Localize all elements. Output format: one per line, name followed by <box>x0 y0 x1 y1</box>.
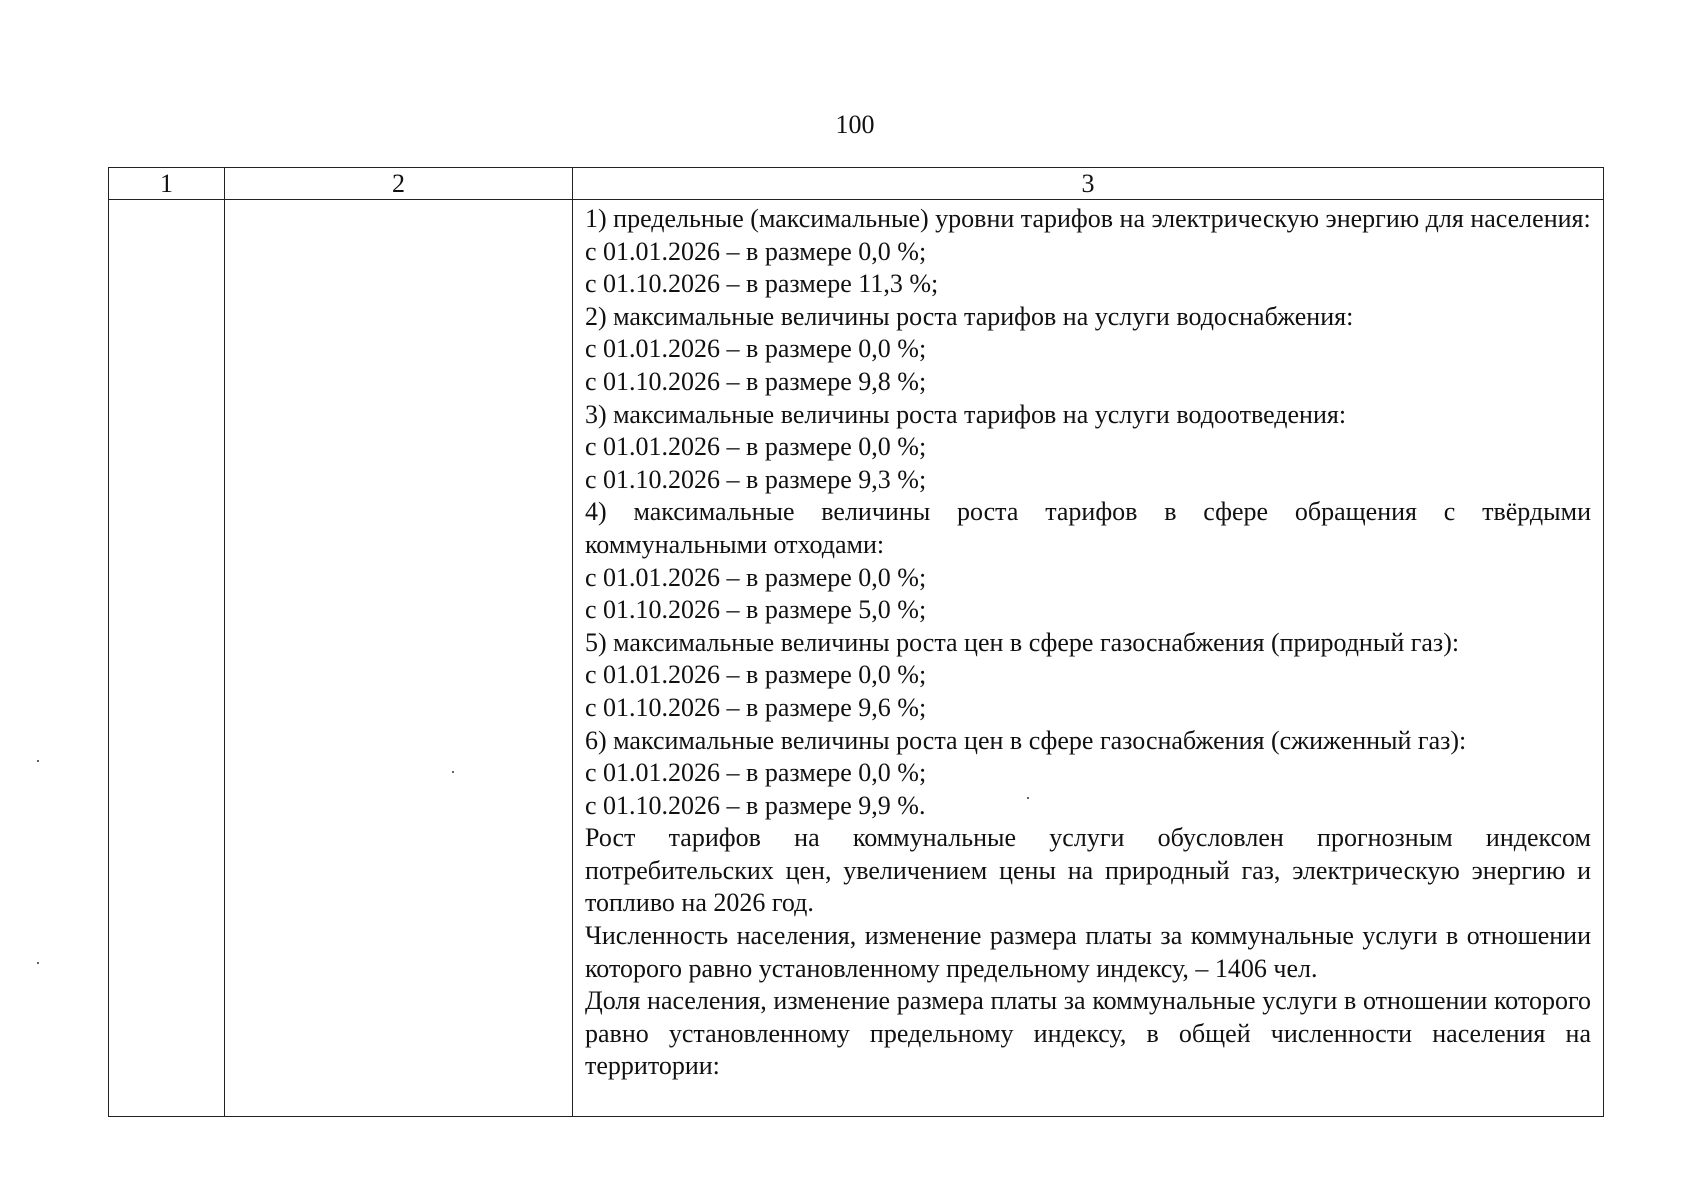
liquefied-gas-item: 6) максимальные величины роста цен в сфере газоснабжения (сжиженный газ): <box>585 725 1467 755</box>
tariff-text <box>573 200 1603 1083</box>
table-header-row <box>109 168 1604 200</box>
scan-speck <box>1027 797 1029 799</box>
electricity-rate-oct: с 01.10.2026 – в размере 11,3 %; <box>585 269 939 299</box>
tariff-table <box>108 167 1604 1117</box>
water-supply-rate-jan: с 01.01.2026 – в размере 0,0 %; <box>585 334 927 364</box>
cell-column-3 <box>573 200 1604 1117</box>
natural-gas-item: 5) максимальные величины роста цен в сфере газоснабжения (природный газ): <box>585 627 1460 657</box>
column-header-2: 2 <box>225 168 573 200</box>
column-header-1: 1 <box>109 168 225 200</box>
scan-speck <box>37 760 39 762</box>
cell-column-1 <box>109 200 225 1117</box>
table-row <box>109 200 1604 1117</box>
column-header-3: 3 <box>573 168 1604 200</box>
liquefied-gas-rate-oct: с 01.10.2026 – в размере 9,9 %. <box>585 790 926 820</box>
solid-waste-rate-jan: с 01.01.2026 – в размере 0,0 %; <box>585 562 927 592</box>
solid-waste-item: 4) максимальные величины роста тарифов в сфере обращения с твёрдыми коммунальными отходами: <box>585 497 1591 559</box>
electricity-tariff-item: 1) предельные (максимальные) уровни тарифов на электрическую энергию для населения: <box>585 204 1591 233</box>
scan-speck <box>37 962 39 964</box>
wastewater-rate-oct: с 01.10.2026 – в размере 9,3 %; <box>585 464 927 494</box>
growth-reason-paragraph: Рост тарифов на коммунальные услуги обусловлен прогнозным индексом потребительских цен, увеличением цены на природный газ, электрическую энергию и топливо на 2026 год. <box>585 823 1591 918</box>
water-supply-rate-oct: с 01.10.2026 – в размере 9,8 %; <box>585 366 927 396</box>
solid-waste-rate-oct: с 01.10.2026 – в размере 5,0 %; <box>585 595 927 625</box>
liquefied-gas-rate-jan: с 01.01.2026 – в размере 0,0 %; <box>585 758 927 788</box>
electricity-rate-jan: с 01.01.2026 – в размере 0,0 %; <box>585 236 927 266</box>
water-supply-item: 2) максимальные величины роста тарифов на услуги водоснабжения: <box>585 301 1354 331</box>
natural-gas-rate-jan: с 01.01.2026 – в размере 0,0 %; <box>585 660 927 690</box>
page-number: 100 <box>835 110 875 139</box>
population-count-paragraph: Численность населения, изменение размера платы за коммунальные услуги в отношении которого равно установленному предельному индексу, – 1406 чел. <box>585 921 1591 983</box>
scan-speck <box>452 771 454 773</box>
cell-column-2 <box>225 200 573 1117</box>
wastewater-item: 3) максимальные величины роста тарифов на услуги водоотведения: <box>585 399 1347 429</box>
natural-gas-rate-oct: с 01.10.2026 – в размере 9,6 %; <box>585 692 927 722</box>
population-share-paragraph: Доля населения, изменение размера платы за коммунальные услуги в отношении которого равно установленному предельному индексу, в общей численности населения на территории: <box>585 986 1591 1081</box>
wastewater-rate-jan: с 01.01.2026 – в размере 0,0 %; <box>585 432 927 462</box>
